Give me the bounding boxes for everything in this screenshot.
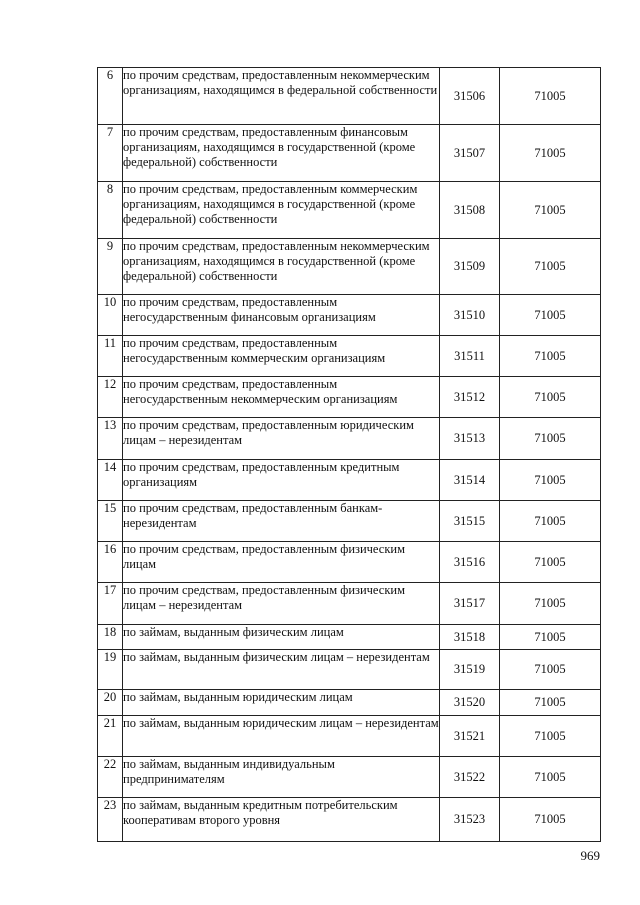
row-description: по прочим средствам, предоставленным некоммерческим организациям, находящимся в федеральной собственности <box>123 68 440 125</box>
table-row <box>98 690 601 716</box>
row-description: по займам, выданным индивидуальным предпринимателям <box>123 757 440 798</box>
row-description: по займам, выданным физическим лицам <box>123 625 440 650</box>
accounts-table <box>97 67 601 842</box>
table-row <box>98 501 601 542</box>
row-description: по прочим средствам, предоставленным юридическим лицам – нерезидентам <box>123 418 440 460</box>
row-account-code: 71005 <box>500 583 601 625</box>
row-description: по прочим средствам, предоставленным финансовым организациям, находящимся в государственной (кроме федеральной) собственности <box>123 125 440 182</box>
row-description: по прочим средствам, предоставленным негосударственным некоммерческим организациям <box>123 377 440 418</box>
row-symbol-code: 31508 <box>440 182 500 239</box>
table-row <box>98 336 601 377</box>
row-symbol-code: 31513 <box>440 418 500 460</box>
row-symbol-code: 31519 <box>440 650 500 690</box>
row-number: 14 <box>98 460 123 501</box>
row-symbol-code: 31511 <box>440 336 500 377</box>
table-row <box>98 125 601 182</box>
row-description: по прочим средствам, предоставленным негосударственным финансовым организациям <box>123 295 440 336</box>
row-symbol-code: 31514 <box>440 460 500 501</box>
row-account-code: 71005 <box>500 625 601 650</box>
row-number: 21 <box>98 716 123 757</box>
row-symbol-code: 31512 <box>440 377 500 418</box>
row-description: по прочим средствам, предоставленным банкам-нерезидентам <box>123 501 440 542</box>
row-description: по прочим средствам, предоставленным коммерческим организациям, находящимся в государственной (кроме федеральной) собственности <box>123 182 440 239</box>
page-number: 969 <box>580 848 600 863</box>
row-account-code: 71005 <box>500 798 601 842</box>
table-row <box>98 542 601 583</box>
row-symbol-code: 31523 <box>440 798 500 842</box>
row-number: 20 <box>98 690 123 716</box>
row-symbol-code: 31522 <box>440 757 500 798</box>
table-row <box>98 583 601 625</box>
table-row <box>98 650 601 690</box>
row-symbol-code: 31520 <box>440 690 500 716</box>
table-row <box>98 377 601 418</box>
row-account-code: 71005 <box>500 182 601 239</box>
row-number: 23 <box>98 798 123 842</box>
table-row <box>98 625 601 650</box>
table-row <box>98 798 601 842</box>
row-symbol-code: 31507 <box>440 125 500 182</box>
row-number: 6 <box>98 68 123 125</box>
row-symbol-code: 31515 <box>440 501 500 542</box>
row-number: 18 <box>98 625 123 650</box>
row-symbol-code: 31518 <box>440 625 500 650</box>
table-row <box>98 716 601 757</box>
row-description: по займам, выданным физическим лицам – нерезидентам <box>123 650 440 690</box>
row-number: 19 <box>98 650 123 690</box>
row-symbol-code: 31506 <box>440 68 500 125</box>
row-number: 17 <box>98 583 123 625</box>
row-number: 7 <box>98 125 123 182</box>
row-number: 16 <box>98 542 123 583</box>
row-account-code: 71005 <box>500 716 601 757</box>
row-account-code: 71005 <box>500 418 601 460</box>
row-account-code: 71005 <box>500 239 601 295</box>
row-number: 22 <box>98 757 123 798</box>
row-account-code: 71005 <box>500 68 601 125</box>
row-symbol-code: 31510 <box>440 295 500 336</box>
table-row <box>98 418 601 460</box>
row-symbol-code: 31516 <box>440 542 500 583</box>
row-number: 9 <box>98 239 123 295</box>
table-row <box>98 460 601 501</box>
row-account-code: 71005 <box>500 650 601 690</box>
row-number: 13 <box>98 418 123 460</box>
row-account-code: 71005 <box>500 460 601 501</box>
row-description: по прочим средствам, предоставленным некоммерческим организациям, находящимся в государственной (кроме федеральной) собственности <box>123 239 440 295</box>
row-number: 8 <box>98 182 123 239</box>
row-account-code: 71005 <box>500 501 601 542</box>
row-number: 10 <box>98 295 123 336</box>
row-account-code: 71005 <box>500 336 601 377</box>
row-description: по прочим средствам, предоставленным физическим лицам – нерезидентам <box>123 583 440 625</box>
table-row <box>98 68 601 125</box>
row-number: 15 <box>98 501 123 542</box>
row-symbol-code: 31517 <box>440 583 500 625</box>
table-row <box>98 182 601 239</box>
row-symbol-code: 31509 <box>440 239 500 295</box>
row-account-code: 71005 <box>500 295 601 336</box>
row-symbol-code: 31521 <box>440 716 500 757</box>
row-account-code: 71005 <box>500 377 601 418</box>
row-description: по займам, выданным кредитным потребительским кооперативам второго уровня <box>123 798 440 842</box>
row-description: по прочим средствам, предоставленным физическим лицам <box>123 542 440 583</box>
row-account-code: 71005 <box>500 757 601 798</box>
table-row <box>98 295 601 336</box>
table-row <box>98 757 601 798</box>
row-number: 12 <box>98 377 123 418</box>
row-account-code: 71005 <box>500 125 601 182</box>
row-number: 11 <box>98 336 123 377</box>
table-body <box>98 68 601 842</box>
row-description: по займам, выданным юридическим лицам <box>123 690 440 716</box>
row-description: по прочим средствам, предоставленным негосударственным коммерческим организациям <box>123 336 440 377</box>
row-description: по прочим средствам, предоставленным кредитным организациям <box>123 460 440 501</box>
row-account-code: 71005 <box>500 690 601 716</box>
row-account-code: 71005 <box>500 542 601 583</box>
table-row <box>98 239 601 295</box>
row-description: по займам, выданным юридическим лицам – нерезидентам <box>123 716 440 757</box>
